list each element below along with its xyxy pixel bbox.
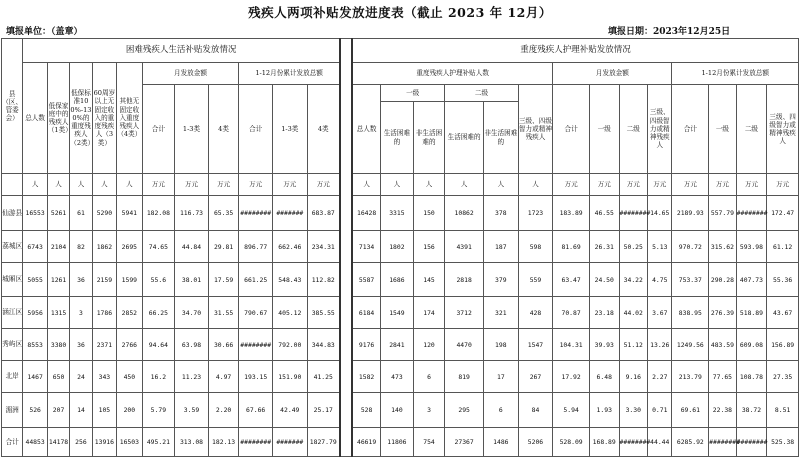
table-cell: 5261 bbox=[47, 196, 69, 231]
table-cell: 108.78 bbox=[736, 361, 767, 393]
table-cell: 5290 bbox=[92, 196, 116, 231]
table-cell: 16553 bbox=[23, 196, 47, 231]
table-cell: 5956 bbox=[23, 297, 47, 329]
table-cell: 193.15 bbox=[239, 361, 273, 393]
table-cell: 13916 bbox=[92, 428, 116, 457]
table-cell: 156.89 bbox=[767, 329, 799, 361]
table-cell: 276.39 bbox=[709, 297, 737, 329]
table-cell: 528.09 bbox=[553, 428, 590, 457]
unit-person: 人 bbox=[70, 174, 92, 196]
table-cell: 213.79 bbox=[672, 361, 709, 393]
table-cell: 3315 bbox=[381, 196, 414, 231]
right-section-header: 重度残疾人护理补贴发放情况 bbox=[352, 39, 798, 63]
right-monthly-amount-header: 月发放金额 bbox=[553, 63, 672, 85]
table-cell: 27367 bbox=[445, 428, 484, 457]
table-cell: 662.46 bbox=[272, 231, 307, 263]
table-cell: 183.89 bbox=[553, 196, 590, 231]
table-cell: 5941 bbox=[117, 196, 142, 231]
table-cell: 1467 bbox=[23, 361, 47, 393]
table-cell: 609.08 bbox=[736, 329, 767, 361]
table-cell: 17.59 bbox=[208, 263, 239, 297]
table-cell: 3.30 bbox=[619, 393, 648, 428]
table-cell: 16.2 bbox=[142, 361, 175, 393]
table-cell: 151.90 bbox=[272, 361, 307, 393]
table-cell: 2.20 bbox=[208, 393, 239, 428]
right-total-people-header: 总人数 bbox=[352, 85, 381, 174]
unit-person: 人 bbox=[518, 174, 553, 196]
grade1-difficult-header: 生活困难的 bbox=[381, 102, 414, 174]
table-cell: 2766 bbox=[117, 329, 142, 361]
table-cell: 234.31 bbox=[307, 231, 340, 263]
table-cell: 187 bbox=[484, 231, 519, 263]
unit-person: 人 bbox=[352, 174, 381, 196]
table-cell: 2818 bbox=[445, 263, 484, 297]
county-name: 秀屿区 bbox=[2, 329, 23, 361]
table-cell: 385.55 bbox=[307, 297, 340, 329]
table-cell: 44.02 bbox=[619, 297, 648, 329]
county-name: 湄洲 bbox=[2, 393, 23, 428]
table-cell: 792.00 bbox=[272, 329, 307, 361]
unit-money: 万元 bbox=[672, 174, 709, 196]
table-cell: 105 bbox=[92, 393, 116, 428]
table-cell: 6 bbox=[413, 361, 445, 393]
table-cell: 16428 bbox=[352, 196, 381, 231]
table-cell: 4470 bbox=[445, 329, 484, 361]
fill-date: 填报日期：2023年12月25日 bbox=[608, 27, 731, 37]
table-cell: 77.65 bbox=[709, 361, 737, 393]
table-cell: 6.48 bbox=[589, 361, 619, 393]
table-cell: 3.67 bbox=[648, 297, 672, 329]
table-cell: 5587 bbox=[352, 263, 381, 297]
table-cell: 13.26 bbox=[648, 329, 672, 361]
left-other-header: 其他无固定收入重度残疾人（4类） bbox=[117, 63, 142, 174]
table-row bbox=[2, 231, 799, 263]
left-low-income-header: 低保标准100%-130%的重度残疾人（2类） bbox=[70, 63, 92, 174]
grade34-header: 三级、四级智力或精神残疾人 bbox=[518, 85, 553, 174]
left-section-header: 困难残疾人生活补贴发放情况 bbox=[23, 39, 340, 63]
table-cell: 182.13 bbox=[208, 428, 239, 457]
table-cell: 5055 bbox=[23, 263, 47, 297]
table-cell: 753.37 bbox=[672, 263, 709, 297]
unit-money: 万元 bbox=[307, 174, 340, 196]
table-cell: ######## bbox=[709, 428, 737, 457]
unit-money: 万元 bbox=[709, 174, 737, 196]
table-cell: 548.43 bbox=[272, 263, 307, 297]
table-cell: 1547 bbox=[518, 329, 553, 361]
unit-person: 人 bbox=[413, 174, 445, 196]
table-cell: 120 bbox=[413, 329, 445, 361]
table-cell: 172.47 bbox=[767, 196, 799, 231]
unit-person: 人 bbox=[92, 174, 116, 196]
right-monthly-grade2-header: 二级 bbox=[619, 85, 648, 174]
table-cell: 46619 bbox=[352, 428, 381, 457]
table-cell: 405.12 bbox=[272, 297, 307, 329]
fill-unit: 填报单位：（盖章） bbox=[6, 27, 83, 37]
table-cell: 50.25 bbox=[619, 231, 648, 263]
table-cell: 84 bbox=[518, 393, 553, 428]
left-annual-amount-header: 1-12月份累计发放总额 bbox=[239, 63, 340, 85]
table-cell: 63.98 bbox=[175, 329, 209, 361]
table-cell: ######## bbox=[736, 196, 767, 231]
table-cell: 3 bbox=[413, 393, 445, 428]
table-cell: 16503 bbox=[117, 428, 142, 457]
county-name: 涵江区 bbox=[2, 297, 23, 329]
table-cell: 63.47 bbox=[553, 263, 590, 297]
table-cell: 6285.92 bbox=[672, 428, 709, 457]
table-cell: 51.12 bbox=[619, 329, 648, 361]
table-cell: 3380 bbox=[47, 329, 69, 361]
table-cell: 61 bbox=[70, 196, 92, 231]
table-cell: 267 bbox=[518, 361, 553, 393]
table-cell: 1862 bbox=[92, 231, 116, 263]
left-monthly-cat4-header: 4类 bbox=[208, 85, 239, 174]
table-cell: 150 bbox=[413, 196, 445, 231]
table-cell: 450 bbox=[117, 361, 142, 393]
table-cell: 38.72 bbox=[736, 393, 767, 428]
table-cell: 182.08 bbox=[142, 196, 175, 231]
left-dibao-header: 低保家庭中的残疾人（1类） bbox=[47, 63, 69, 174]
table-cell: 321 bbox=[484, 297, 519, 329]
table-cell: 593.98 bbox=[736, 231, 767, 263]
table-cell: 3 bbox=[70, 297, 92, 329]
unit-person: 人 bbox=[117, 174, 142, 196]
table-cell: 29.81 bbox=[208, 231, 239, 263]
table-cell: 4391 bbox=[445, 231, 484, 263]
table-cell: 112.82 bbox=[307, 263, 340, 297]
table-cell: 46.55 bbox=[589, 196, 619, 231]
table-cell: 518.89 bbox=[736, 297, 767, 329]
table-cell: 2695 bbox=[117, 231, 142, 263]
table-cell: 26.31 bbox=[589, 231, 619, 263]
table-cell: 9176 bbox=[352, 329, 381, 361]
unit-money: 万元 bbox=[239, 174, 273, 196]
unit-money: 万元 bbox=[175, 174, 209, 196]
unit-blank bbox=[2, 174, 23, 196]
table-cell: 256 bbox=[70, 428, 92, 457]
table-cell: 31.55 bbox=[208, 297, 239, 329]
table-cell: 174 bbox=[413, 297, 445, 329]
right-annual-grade2-header: 二级 bbox=[736, 85, 767, 174]
county-name: 仙游县 bbox=[2, 196, 23, 231]
table-row bbox=[2, 393, 799, 428]
county-name: 北岸 bbox=[2, 361, 23, 393]
table-cell: 1.93 bbox=[589, 393, 619, 428]
table-cell: 483.59 bbox=[709, 329, 737, 361]
table-cell: 17 bbox=[484, 361, 519, 393]
right-monthly-grade1-header: 一级 bbox=[589, 85, 619, 174]
table-cell: 525.38 bbox=[767, 428, 799, 457]
unit-money: 万元 bbox=[142, 174, 175, 196]
table-cell: ####### bbox=[272, 428, 307, 457]
table-cell: 200 bbox=[117, 393, 142, 428]
table-cell: 11.23 bbox=[175, 361, 209, 393]
subsidy-table bbox=[1, 38, 799, 457]
table-cell: 11806 bbox=[381, 428, 414, 457]
grade2-header: 二级 bbox=[445, 85, 518, 102]
table-cell: 1827.79 bbox=[307, 428, 340, 457]
table-cell: 6184 bbox=[352, 297, 381, 329]
table-cell: 104.31 bbox=[553, 329, 590, 361]
table-cell: ######## bbox=[239, 329, 273, 361]
table-cell: 407.73 bbox=[736, 263, 767, 297]
right-annual-grade34-header: 三级、四级智力或精神残疾人 bbox=[767, 85, 799, 174]
table-cell: 3712 bbox=[445, 297, 484, 329]
table-cell: 473 bbox=[381, 361, 414, 393]
table-cell: 819 bbox=[445, 361, 484, 393]
right-people-header: 重度残疾人护理补贴人数 bbox=[352, 63, 553, 85]
table-cell: 1315 bbox=[47, 297, 69, 329]
table-cell: 1599 bbox=[117, 263, 142, 297]
right-annual-total-header: 合计 bbox=[672, 85, 709, 174]
table-row bbox=[2, 329, 799, 361]
table-cell: 2841 bbox=[381, 329, 414, 361]
table-cell: 5.13 bbox=[648, 231, 672, 263]
table-cell: 65.35 bbox=[208, 196, 239, 231]
table-cell: 4.75 bbox=[648, 263, 672, 297]
table-cell: 4.97 bbox=[208, 361, 239, 393]
left-annual-cat4-header: 4类 bbox=[307, 85, 340, 174]
table-cell: 81.69 bbox=[553, 231, 590, 263]
table-cell: 17.92 bbox=[553, 361, 590, 393]
table-cell: 10862 bbox=[445, 196, 484, 231]
table-cell: 34.22 bbox=[619, 263, 648, 297]
table-cell: 598 bbox=[518, 231, 553, 263]
table-cell: 39.93 bbox=[589, 329, 619, 361]
table-cell: 2852 bbox=[117, 297, 142, 329]
county-name: 城厢区 bbox=[2, 263, 23, 297]
table-cell: 6 bbox=[484, 393, 519, 428]
table-cell: 207 bbox=[47, 393, 69, 428]
left-monthly-amount-header: 月发放金额 bbox=[142, 63, 239, 85]
table-cell: 61.12 bbox=[767, 231, 799, 263]
table-row bbox=[2, 428, 799, 457]
right-annual-grade1-header: 一级 bbox=[709, 85, 737, 174]
table-cell: 41.25 bbox=[307, 361, 340, 393]
table-cell: 44853 bbox=[23, 428, 47, 457]
table-cell: 1786 bbox=[92, 297, 116, 329]
table-cell: 295 bbox=[445, 393, 484, 428]
table-cell: 378 bbox=[484, 196, 519, 231]
report-title: 残疾人两项补贴发放进度表（截止 2023 年 12月） bbox=[248, 5, 552, 20]
table-cell: 754 bbox=[413, 428, 445, 457]
table-cell: 528 bbox=[352, 393, 381, 428]
table-cell: 14178 bbox=[47, 428, 69, 457]
table-cell: 145 bbox=[413, 263, 445, 297]
table-cell: 1802 bbox=[381, 231, 414, 263]
table-cell: 1249.56 bbox=[672, 329, 709, 361]
table-cell: 1486 bbox=[484, 428, 519, 457]
table-cell: 838.95 bbox=[672, 297, 709, 329]
table-cell: 94.64 bbox=[142, 329, 175, 361]
table-cell: ####### bbox=[272, 196, 307, 231]
table-row bbox=[2, 196, 799, 231]
left-annual-cat13-header: 1-3类 bbox=[272, 85, 307, 174]
table-cell: 313.08 bbox=[175, 428, 209, 457]
unit-money: 万元 bbox=[589, 174, 619, 196]
county-name: 荔城区 bbox=[2, 231, 23, 263]
table-cell: 2159 bbox=[92, 263, 116, 297]
table-cell: 2371 bbox=[92, 329, 116, 361]
unit-money: 万元 bbox=[208, 174, 239, 196]
table-cell: 896.77 bbox=[239, 231, 273, 263]
table-cell: ######## bbox=[619, 428, 648, 457]
table-cell: 650 bbox=[47, 361, 69, 393]
unit-person: 人 bbox=[47, 174, 69, 196]
table-cell: ######## bbox=[736, 428, 767, 457]
table-cell: 6743 bbox=[23, 231, 47, 263]
table-cell: 43.67 bbox=[767, 297, 799, 329]
unit-money: 万元 bbox=[619, 174, 648, 196]
table-cell: 1261 bbox=[47, 263, 69, 297]
table-cell: 30.66 bbox=[208, 329, 239, 361]
table-cell: 790.67 bbox=[239, 297, 273, 329]
table-cell: ######## bbox=[239, 428, 273, 457]
table-cell: 8.51 bbox=[767, 393, 799, 428]
grade2-difficult-header: 生活困难的 bbox=[445, 102, 484, 174]
table-cell: 428 bbox=[518, 297, 553, 329]
section-gap bbox=[340, 39, 352, 457]
table-cell: 44.84 bbox=[175, 231, 209, 263]
unit-money: 万元 bbox=[553, 174, 590, 196]
table-cell: 526 bbox=[23, 393, 47, 428]
unit-money: 万元 bbox=[648, 174, 672, 196]
table-cell: 82 bbox=[70, 231, 92, 263]
table-row bbox=[2, 263, 799, 297]
table-cell: 2189.93 bbox=[672, 196, 709, 231]
county-name: 合计 bbox=[2, 428, 23, 457]
unit-money: 万元 bbox=[272, 174, 307, 196]
table-cell: 7134 bbox=[352, 231, 381, 263]
table-row bbox=[2, 361, 799, 393]
table-cell: 557.79 bbox=[709, 196, 737, 231]
table-cell: 5.94 bbox=[553, 393, 590, 428]
table-cell: 24.50 bbox=[589, 263, 619, 297]
table-cell: 140 bbox=[381, 393, 414, 428]
table-cell: 343 bbox=[92, 361, 116, 393]
county-header: 县（区、管委会） bbox=[2, 39, 23, 174]
grade1-not-difficult-header: 非生活困难的 bbox=[413, 102, 445, 174]
table-cell: 168.89 bbox=[589, 428, 619, 457]
table-cell: 495.21 bbox=[142, 428, 175, 457]
grade2-not-difficult-header: 非生活困难的 bbox=[484, 102, 519, 174]
table-cell: 14 bbox=[70, 393, 92, 428]
grade1-header: 一级 bbox=[381, 85, 445, 102]
unit-money: 万元 bbox=[736, 174, 767, 196]
table-cell: 379 bbox=[484, 263, 519, 297]
right-annual-amount-header: 1-12月份累计发放总额 bbox=[672, 63, 799, 85]
table-row bbox=[2, 297, 799, 329]
table-cell: 42.49 bbox=[272, 393, 307, 428]
left-annual-total-header: 合计 bbox=[239, 85, 273, 174]
unit-person: 人 bbox=[484, 174, 519, 196]
table-cell: 290.28 bbox=[709, 263, 737, 297]
table-cell: 3.59 bbox=[175, 393, 209, 428]
table-cell: 25.17 bbox=[307, 393, 340, 428]
left-monthly-total-header: 合计 bbox=[142, 85, 175, 174]
unit-person: 人 bbox=[445, 174, 484, 196]
table-cell: 74.65 bbox=[142, 231, 175, 263]
unit-money: 万元 bbox=[767, 174, 799, 196]
table-cell: 198 bbox=[484, 329, 519, 361]
right-monthly-grade34-header: 三级、四级智力或精神残疾人 bbox=[648, 85, 672, 174]
table-cell: 970.72 bbox=[672, 231, 709, 263]
table-cell: 1686 bbox=[381, 263, 414, 297]
left-monthly-cat13-header: 1-3类 bbox=[175, 85, 209, 174]
table-cell: 0.71 bbox=[648, 393, 672, 428]
table-cell: 5.79 bbox=[142, 393, 175, 428]
table-cell: 344.83 bbox=[307, 329, 340, 361]
table-cell: 315.62 bbox=[709, 231, 737, 263]
table-cell: 559 bbox=[518, 263, 553, 297]
right-monthly-total-header: 合计 bbox=[553, 85, 590, 174]
table-cell: 1582 bbox=[352, 361, 381, 393]
table-cell: 8553 bbox=[23, 329, 47, 361]
table-cell: 55.36 bbox=[767, 263, 799, 297]
table-cell: 69.61 bbox=[672, 393, 709, 428]
table-cell: 5206 bbox=[518, 428, 553, 457]
table-cell: 36 bbox=[70, 329, 92, 361]
table-cell: 156 bbox=[413, 231, 445, 263]
table-cell: 38.01 bbox=[175, 263, 209, 297]
table-cell: 661.25 bbox=[239, 263, 273, 297]
table-cell: 67.66 bbox=[239, 393, 273, 428]
table-cell: 24 bbox=[70, 361, 92, 393]
left-total-people-header: 总人数 bbox=[23, 63, 47, 174]
table-cell: 55.6 bbox=[142, 263, 175, 297]
table-cell: 23.18 bbox=[589, 297, 619, 329]
table-cell: ######## bbox=[619, 196, 648, 231]
table-cell: 70.87 bbox=[553, 297, 590, 329]
table-cell: 34.70 bbox=[175, 297, 209, 329]
table-cell: 1549 bbox=[381, 297, 414, 329]
table-cell: 1723 bbox=[518, 196, 553, 231]
table-cell: 2104 bbox=[47, 231, 69, 263]
left-over60-header: 60周岁以上无固定收入的重度残疾人（3类） bbox=[92, 63, 116, 174]
table-cell: 9.16 bbox=[619, 361, 648, 393]
table-cell: 14.65 bbox=[648, 196, 672, 231]
table-cell: 36 bbox=[70, 263, 92, 297]
unit-row bbox=[2, 174, 799, 196]
table-cell: 44.44 bbox=[648, 428, 672, 457]
table-cell: 22.38 bbox=[709, 393, 737, 428]
table-cell: 683.87 bbox=[307, 196, 340, 231]
table-cell: ######## bbox=[239, 196, 273, 231]
table-cell: 2.27 bbox=[648, 361, 672, 393]
table-cell: 66.25 bbox=[142, 297, 175, 329]
table-cell: 116.73 bbox=[175, 196, 209, 231]
unit-person: 人 bbox=[23, 174, 47, 196]
unit-person: 人 bbox=[381, 174, 414, 196]
table-cell: 27.35 bbox=[767, 361, 799, 393]
